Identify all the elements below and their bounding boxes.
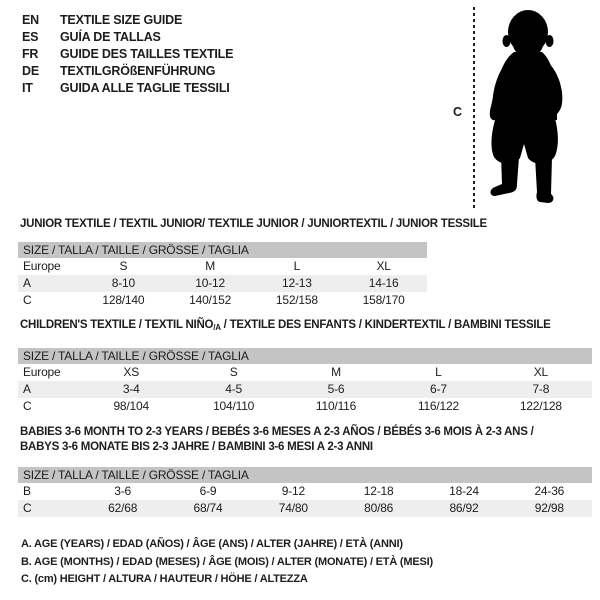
size-header-bar: SIZE / TALLA / TAILLE / GRÖSSE / TAGLIA	[18, 348, 592, 364]
language-label: GUIDE DES TAILLES TEXTILE	[60, 47, 234, 61]
baby-height-figure	[440, 5, 600, 211]
language-code: DE	[22, 64, 39, 78]
value-cell: 122/128	[519, 399, 562, 413]
babies-table-section	[18, 425, 592, 517]
height-marker-label: C	[453, 105, 463, 119]
title-subscript: /A	[213, 323, 221, 332]
table-row-height	[18, 398, 592, 415]
table-row-months	[18, 483, 592, 500]
value-cell: 8-10	[111, 276, 135, 290]
legend-line-c: C. (cm) HEIGHT / ALTURA / HAUTEUR / HÖHE / ALTEZZA	[21, 573, 308, 585]
language-code: FR	[22, 47, 39, 61]
value-cell: 12-18	[363, 484, 394, 498]
size-cell: XS	[123, 365, 139, 379]
value-cell: 3-4	[122, 382, 140, 396]
junior-table-section	[18, 217, 487, 309]
children-table	[18, 348, 592, 415]
value-cell: 3-6	[114, 484, 132, 498]
value-cell: 14-16	[368, 276, 399, 290]
language-label: TEXTILGRÖßENFÜHRUNG	[60, 64, 216, 78]
value-cell: 158/170	[362, 293, 405, 307]
legend	[21, 536, 433, 589]
value-cell: 80/86	[364, 501, 394, 515]
junior-table	[18, 242, 427, 309]
value-cell: 104/110	[213, 399, 255, 413]
size-header-bar: SIZE / TALLA / TAILLE / GRÖSSE / TAGLIA	[18, 242, 427, 258]
legend-line-b: B. AGE (MONTHS) / EDAD (MESES) / ÂGE (MOIS) / ALTER (MONATE) / ETÀ (MESI)	[21, 555, 433, 568]
size-cell: S	[229, 365, 238, 379]
value-cell: 98/104	[113, 399, 149, 413]
language-row-de	[22, 63, 233, 80]
value-cell: 6-7	[430, 382, 447, 396]
language-label: GUÍA DE TALLAS	[60, 30, 161, 44]
value-cell: 12-13	[282, 276, 312, 290]
language-row-fr	[22, 46, 233, 63]
value-cell: 68/74	[193, 501, 223, 515]
value-cell: 4-5	[225, 382, 242, 396]
value-cell: 86/92	[449, 501, 479, 515]
value-cell: 10-12	[195, 276, 225, 290]
language-list	[22, 12, 233, 97]
value-cell: 18-24	[449, 484, 479, 498]
children-table-title	[18, 318, 592, 335]
value-cell: 128/140	[102, 293, 145, 307]
table-row-age	[18, 275, 427, 292]
value-cell: 9-12	[281, 484, 305, 498]
size-cell: XL	[533, 365, 548, 379]
value-cell: 152/158	[275, 293, 318, 307]
row-label: C	[23, 399, 32, 413]
table-row-europe	[18, 364, 592, 381]
row-label: A	[23, 382, 31, 396]
junior-table-title: JUNIOR TEXTILE / TEXTIL JUNIOR/ TEXTILE JUNIOR / JUNIORTEXTIL / JUNIOR TESSILE	[20, 218, 487, 230]
table-row-height	[18, 500, 592, 517]
value-cell: 74/80	[278, 501, 308, 515]
value-cell: 6-9	[199, 484, 217, 498]
language-label: GUIDA ALLE TAGLIE TESSILI	[60, 81, 230, 95]
value-cell: 5-6	[327, 382, 345, 396]
size-cell: XL	[376, 259, 391, 273]
language-row-en	[22, 12, 233, 29]
table-row-age	[18, 381, 592, 398]
language-code: IT	[22, 81, 33, 95]
size-cell: M	[205, 259, 216, 273]
babies-table-title-line2: BABYS 3-6 MONATE BIS 2-3 JAHRE / BAMBINI 3-6 MESI A 2-3 ANNI	[20, 441, 373, 453]
size-cell: M	[331, 365, 341, 379]
language-row-it	[22, 80, 233, 97]
title-text: / TEXTILE DES ENFANTS / KINDERTEXTIL / BAMBINI TESSILE	[220, 319, 551, 331]
children-table-section	[18, 318, 592, 415]
size-cell: L	[435, 365, 442, 379]
value-cell: 24-36	[534, 484, 565, 498]
height-dashed-line	[473, 7, 475, 210]
table-row-height	[18, 292, 427, 309]
value-cell: 62/68	[108, 501, 138, 515]
baby-silhouette-icon	[487, 8, 583, 210]
value-cell: 92/98	[534, 501, 564, 515]
value-cell: 7-8	[532, 382, 550, 396]
size-cell: L	[293, 259, 301, 273]
babies-table-title-line1: BABIES 3-6 MONTH TO 2-3 YEARS / BEBÉS 3-6 MESES A 2-3 AÑOS / BÉBÉS 3-6 MOIS À 2-3 ANS /	[20, 426, 534, 438]
value-cell: 140/152	[189, 293, 232, 307]
row-label: C	[23, 293, 32, 307]
language-row-es	[22, 29, 233, 46]
size-header-bar: SIZE / TALLA / TAILLE / GRÖSSE / TAGLIA	[18, 467, 592, 483]
value-cell: 110/116	[315, 399, 357, 413]
language-code: ES	[22, 30, 39, 44]
table-row-europe	[18, 258, 427, 275]
language-label: TEXTILE SIZE GUIDE	[60, 13, 183, 27]
row-label: Europe	[23, 259, 61, 273]
row-label: Europe	[23, 365, 61, 379]
title-text: CHILDREN'S TEXTILE / TEXTIL NIÑO	[20, 319, 214, 331]
value-cell: 116/122	[417, 399, 459, 413]
row-label: B	[23, 484, 31, 498]
legend-line-a: A. AGE (YEARS) / EDAD (AÑOS) / ÂGE (ANS) / ALTER (JAHRE) / ETÀ (ANNI)	[21, 538, 403, 550]
babies-table	[18, 467, 592, 517]
size-cell: S	[119, 259, 128, 273]
language-code: EN	[22, 13, 39, 27]
row-label: A	[23, 276, 31, 290]
row-label: C	[23, 501, 32, 515]
